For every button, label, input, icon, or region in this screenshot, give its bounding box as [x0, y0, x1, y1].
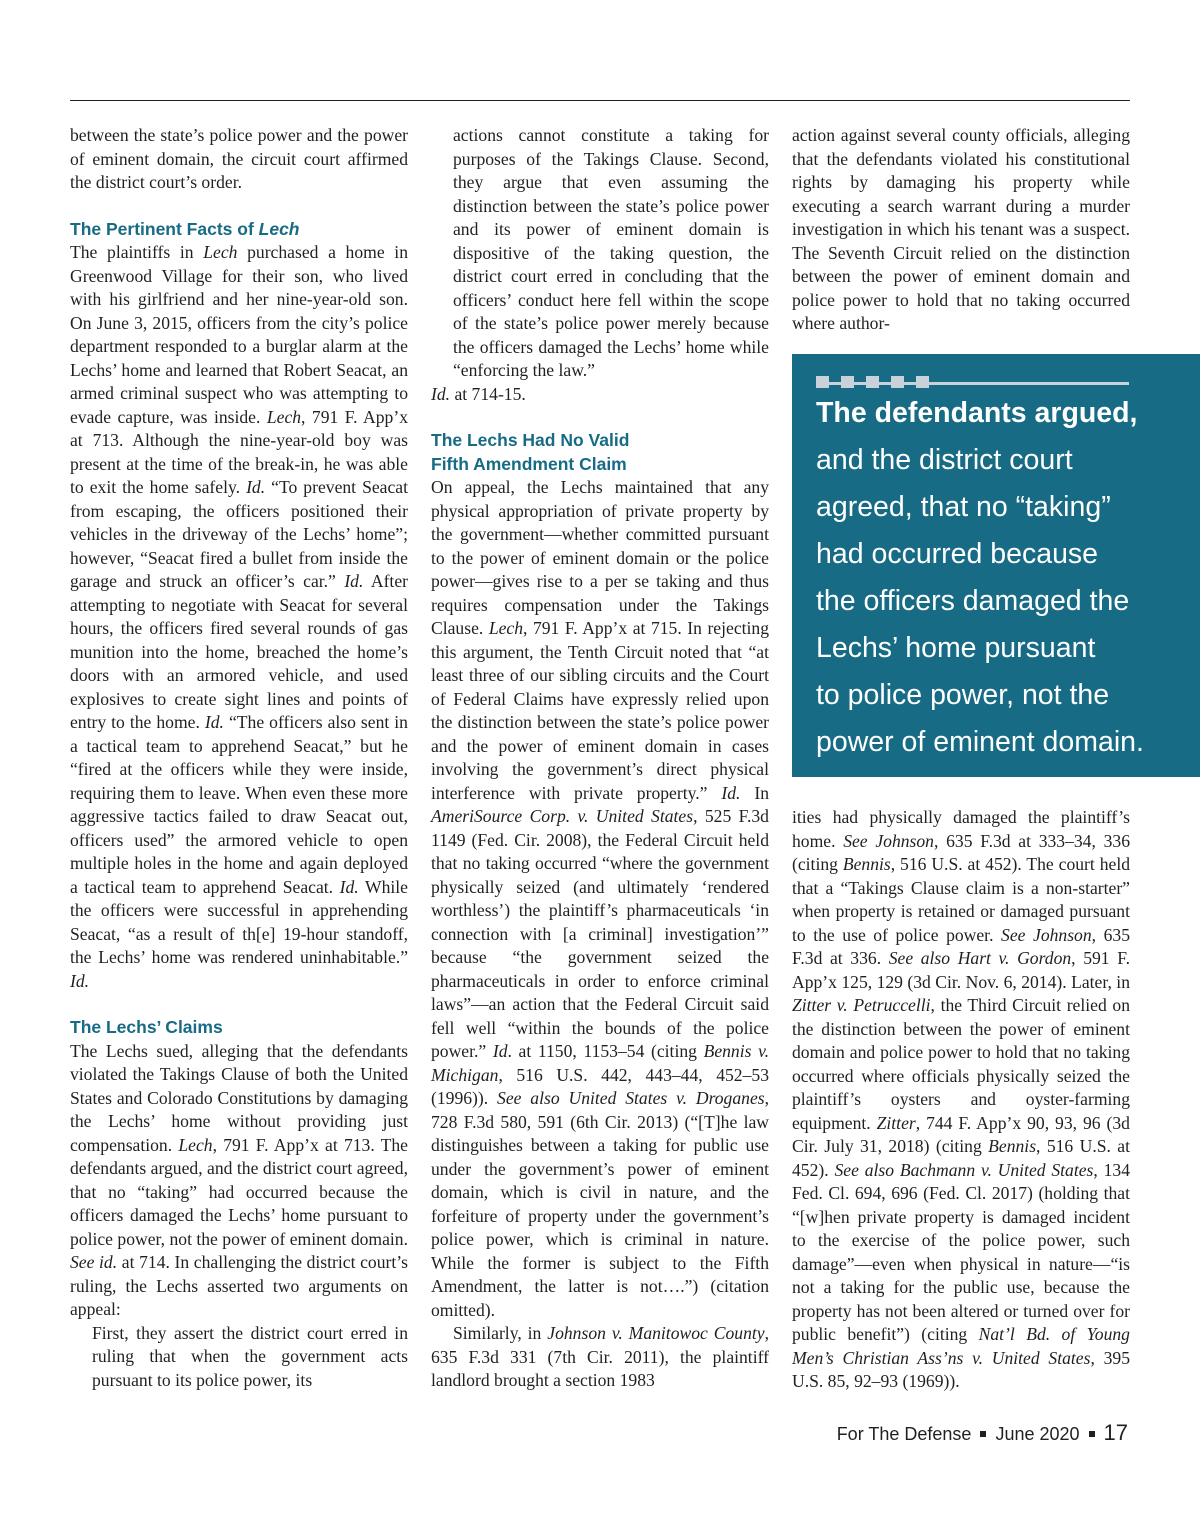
pull-quote-line: power of eminent domain. [816, 726, 1144, 758]
page-footer [837, 1420, 1128, 1446]
column-3-top [792, 124, 1130, 336]
text-run: , 791 F. App’x at 713. Although the nine-year-old boy was present at the time of the break-in, he was able to exit the home safely. [70, 406, 408, 497]
text-run: Similarly, in [453, 1323, 548, 1343]
pull-quote-line: and the district court [816, 444, 1073, 476]
text-run: , 395 U.S. 85, 92–93 (1969)). [792, 1347, 1130, 1391]
text-run: at 714-15. [450, 383, 526, 404]
text-run: . at 1150, 1153–54 (citing [507, 1041, 704, 1061]
italic-run: Id. [344, 571, 364, 591]
text-run: , 134 Fed. Cl. 694, 696 (Fed. Cl. 2017) (holding that “[w]hen private property is damaged incident to the exercise of the police power, such damage”—even when physical in nature—“is not a taking for the public use, because the property has not been altered or turned over for public benefit”) (citing [792, 1159, 1131, 1344]
publication-name: For The Defense [836, 1424, 972, 1444]
text-run: , 516 U.S. at 452). The court held that a “Takings Clause claim is a non-starter” when property is retained or damaged pursuant to the use of police power. [792, 854, 1131, 945]
citation [431, 383, 769, 407]
italic-run: Id. [721, 782, 741, 803]
text-run: , 525 F.3d 1149 (Fed. Cir. 2008), the Federal Circuit held that no taking occurred “where the government physically seized (and ultimately ‘rendered worthless’) the plaintiff’s pharmaceuticals ‘in connection with [a criminal] investigation’” because “the government seized the pharmaceuticals in order to enforce criminal laws”—an action that the Federal Circuit said fell well “within the bounds of the police power.” [431, 806, 769, 1061]
italic-run: Bennis [988, 1136, 1037, 1156]
block-quote: First, they assert the district court erred in ruling that when the government acts pursuant to its police power, its [92, 1322, 408, 1390]
text-run: , 728 F.3d 580, 591 (6th Cir. 2013) (“[T]he law distinguishes between a taking for public use under the government’s power of eminent domain, which is civil in nature, and the forfeiture of property under the government’s police power, which is criminal in nature. While the former is subject to the Fifth Amendment, the latter is not….”) (citation omitted). [431, 1088, 770, 1320]
italic-run: Id [492, 1041, 508, 1061]
italic-run: Id. [431, 383, 451, 404]
page-number: 17 [1103, 1420, 1128, 1445]
paragraph: action against several county officials, alleging that the defendants violated his constitutional rights by damaging his property while executing a search warrant during a murder investigation in which his tenant was a suspect. The Seventh Circuit relied on the distinction between the power of eminent domain and police power to hold that no taking occurred where author- [792, 125, 1130, 333]
italic-run: Lech [203, 242, 238, 262]
text-run: On appeal, the Lechs maintained that any physical appropriation of private property by the government—whether committed pursuant to the power of eminent domain or the police power—gives rise to a per se taking and thus requires compensation under the Takings Clause. [431, 477, 769, 638]
italic-run: See also United States v. Droganes [497, 1088, 765, 1108]
italic-run: Id. [339, 876, 359, 897]
italic-run: Zitter [876, 1112, 916, 1133]
pull-quote-line: agreed, that no “taking” [816, 491, 1111, 523]
italic-run: Nat’l Bd. of Young Men’s Christian Ass’ns v. United States [792, 1324, 1130, 1368]
paragraph [70, 1040, 408, 1322]
block-quote: actions cannot constitute a taking for purposes of the Takings Clause. Second, they argue that even assuming the distinction between the state’s police power and its power of eminent domain is dispositive of the taking question, the district court erred in concluding that the officers’ conduct here fell within the scope of the state’s police power merely because the officers damaged the Lechs’ home while “enforcing the law.” [453, 125, 769, 380]
text-run: , 744 F. App’x 90, 93, 96 (3d Cir. July 31, 2018) (citing [792, 1112, 1130, 1156]
text-run: purchased a home in Greenwood Village for their son, who lived with his girlfriend and her nine-year-old son. On June 3, 2015, officers from the city’s police department responded to a burglar alarm at the Lechs’ home and learned that Robert Seacat, an armed criminal suspect who was attempting to evade capture, was inside. [70, 242, 408, 427]
top-rule [70, 100, 1130, 101]
paragraph [792, 806, 1130, 1394]
italic-run: Bennis v. Michigan [431, 1041, 770, 1085]
italic-run: See Johnson [843, 830, 934, 851]
italic-run: Id. [204, 712, 224, 732]
bullet-separator [980, 1431, 986, 1437]
paragraph [431, 1322, 769, 1393]
italic-run: Bennis [842, 854, 891, 874]
bullet-separator [1089, 1431, 1095, 1437]
italic-run: AmeriSource Corp. v. United States [431, 806, 694, 826]
column-1 [70, 124, 408, 1392]
section-heading: The Pertinent Facts of Lech [70, 218, 300, 239]
pull-quote [792, 354, 1200, 777]
paragraph [70, 241, 408, 993]
text-run: at 714. In challenging the district court’s ruling, the Lechs asserted two arguments on appeal: [70, 1252, 409, 1319]
paragraph [431, 476, 769, 1322]
italic-run: Johnson v. Manitowoc County [547, 1323, 765, 1343]
italic-run: Lech [266, 406, 302, 427]
text-run: “The officers also sent in a tactical team to apprehend Seacat,” but he “fired at the officers while they were inside, requiring them to leave. When even these more aggressive tactics failed to draw Seacat out, officers used” the armored vehicle to open multiple holes in the home and again deployed a tactical team to apprehend Seacat. [70, 712, 408, 897]
text-run: ities had physically damaged the plaintiff’s home. [792, 807, 1130, 851]
italic-run: Id. [70, 970, 90, 991]
text-run: The Lechs sued, alleging that the defendants violated the Takings Clause of both the United States and Colorado Constitutions by damaging the Lechs’ home without providing just compensation. [70, 1040, 408, 1155]
italic-run: Lech [178, 1134, 213, 1155]
pull-quote-line: the officers damaged the [816, 585, 1130, 617]
column-3-bottom [792, 806, 1130, 1394]
text-run: , 516 U.S. at 452). [792, 1136, 1130, 1180]
italic-run: See also Hart v. Gordon [888, 948, 1072, 968]
text-run: The plaintiffs in [70, 242, 204, 262]
text-run: , 635 F.3d at 333–34, 336 (citing [792, 830, 1130, 874]
pull-quote-line: had occurred because [816, 538, 1099, 570]
text-run: While the officers were successful in apprehending Seacat, “as a result of th[e] 19-hour standoff, the Lechs’ home was rendered uninhabitable.” [70, 876, 408, 967]
pull-quote-line: to police power, not the [816, 679, 1110, 711]
italic-run: See Johnson [1001, 924, 1092, 945]
pull-quote-line: Lechs’ home pursuant [816, 632, 1096, 664]
text-run: , 791 F. App’x at 713. The defendants argued, and the district court agreed, that no “taking” had occurred because the officers damaged the Lechs’ home pursuant to police power, not the power of eminent domain. [70, 1134, 408, 1249]
pull-quote-decoration [816, 376, 1129, 388]
text-run: , 516 U.S. 442, 443–44, 452–53 (1996)). [431, 1064, 769, 1108]
text-run: After attempting to negotiate with Seacat for several hours, the officers fired several rounds of gas munition into the home, breached the home’s doors with an armored vehicle, and used explosives to create sight lines and points of entry to the home. [70, 571, 408, 732]
column-2 [431, 124, 769, 1393]
text-run: , 591 F. App’x 125, 129 (3d Cir. Nov. 6, 2014). Later, in [792, 948, 1130, 992]
text-run: In [740, 782, 769, 803]
section-heading: The Lechs Had No Valid Fifth Amendment Claim [431, 430, 630, 474]
italic-run: Zitter v. Petruccelli [792, 995, 931, 1015]
italic-run: See also Bachmann v. United States [834, 1159, 1094, 1180]
pull-quote-lead: The defendants argued, [816, 397, 1138, 429]
text-run: , 635 F.3d 331 (7th Cir. 2011), the plaintiff landlord brought a section 1983 [431, 1323, 769, 1390]
italic-run: See id. [70, 1252, 118, 1272]
text-run: , the Third Circuit relied on the distinction between the power of eminent domain and police power to hold that no taking occurred where officials physically seized the plaintiff’s oysters and oyster-farming equipment. [792, 995, 1130, 1133]
italic-run: Id. [246, 477, 266, 497]
issue-date: June 2020 [995, 1424, 1080, 1444]
text-run: , 791 F. App’x at 715. In rejecting this argument, the Tenth Circuit noted that “at least three of our sibling circuits and the Court of Federal Claims have expressly relied upon the distinction between the state’s police power and the power of eminent domain in cases involving the government’s direct physical interference with private property.” [431, 618, 769, 803]
section-heading: The Lechs’ Claims [70, 1017, 223, 1037]
text-run: “To prevent Seacat from escaping, the officers positioned their vehicles in the driveway of the Lechs’ home”; however, “Seacat fired a bullet from inside the garage and struck an officer’s car.” [70, 477, 409, 591]
paragraph: between the state’s police power and the power of eminent domain, the circuit court affirmed the district court’s order. [70, 125, 408, 192]
italic-run: Lech [488, 618, 524, 638]
text-run: , 635 F.3d at 336. [792, 924, 1131, 968]
